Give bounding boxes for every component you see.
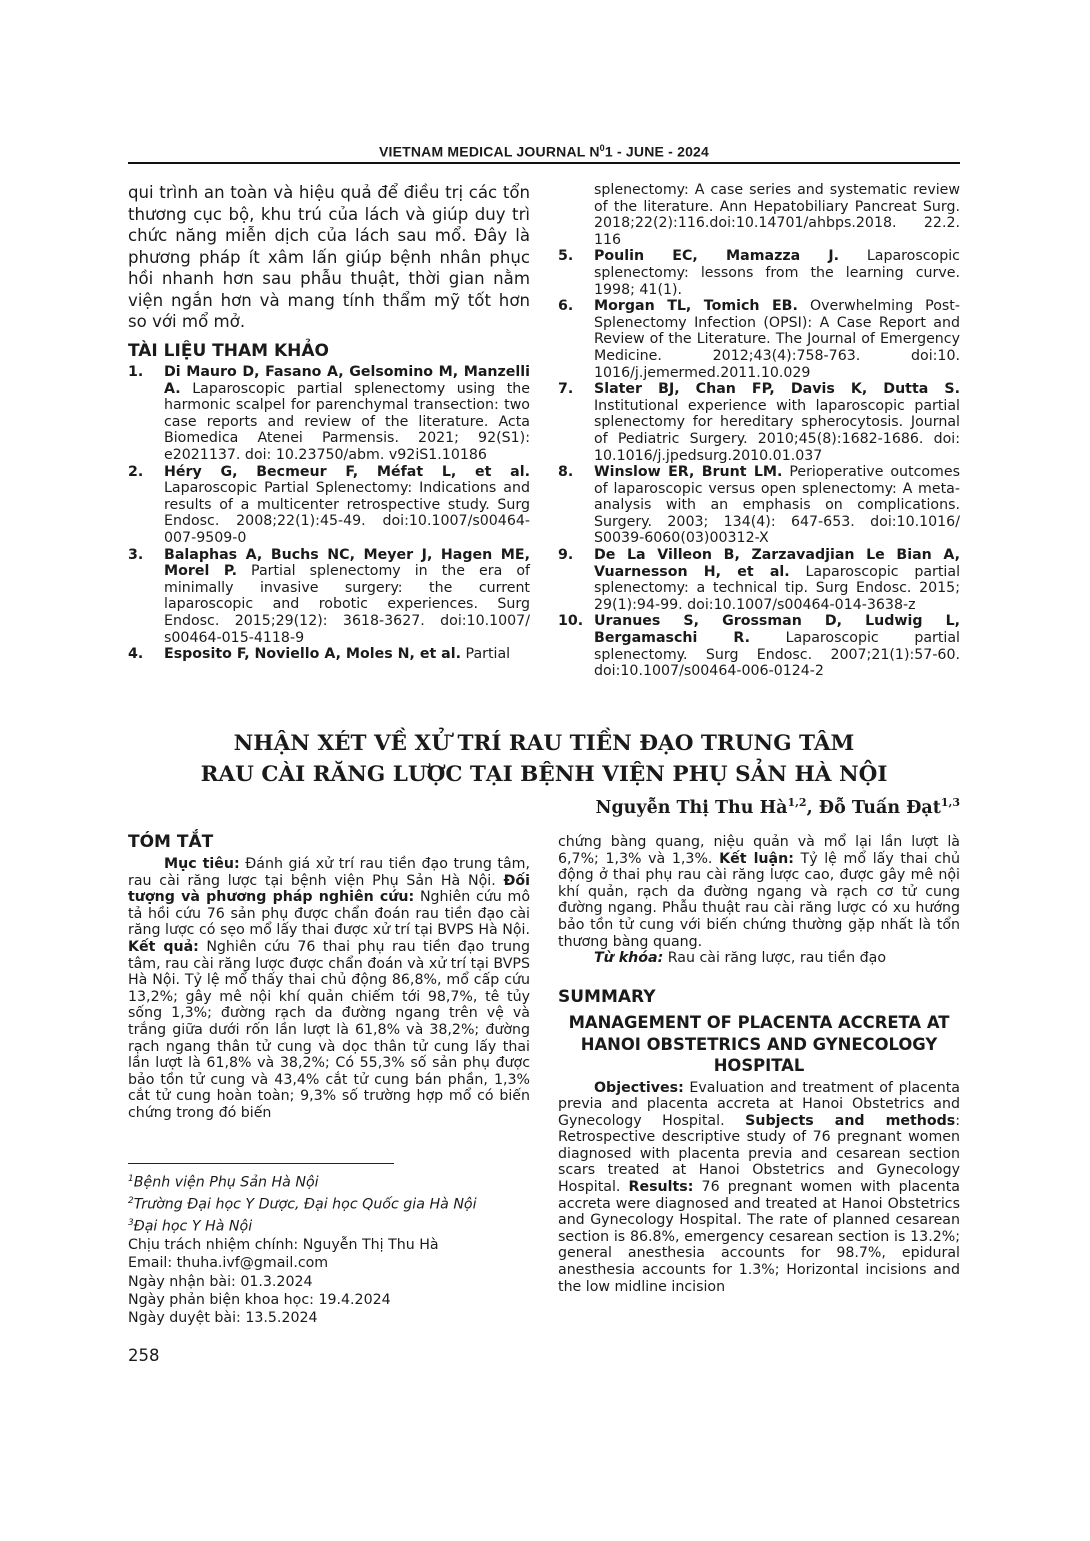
reference-item: 7. Slater BJ, Chan FP, Davis K, Dutta S. Institutional experience with laparoscopic partial splenectomy for hereditary spherocytosis. Journal of Pediatric Surgery. 2010;45(8):1682-1686. doi: 10.1016/j.jpedsurg.2010.01.037: [558, 381, 960, 464]
reference-item: 6. Morgan TL, Tomich EB. Overwhelming Post-Splenectomy Infection (OPSI): A Case Report and Review of the Literature. The Journal of Emergency Medicine. 2012;43(4):758-763. doi:10. 1016/j.jemermed.2011.10.029: [558, 298, 960, 381]
article-title: NHẬN XÉT VỀ XỬ TRÍ RAU TIỀN ĐẠO TRUNG TÂM RAU CÀI RĂNG LƯỢC TẠI BỆNH VIỆN PHỤ SẢN HÀ NỘI: [200, 731, 888, 787]
reference-item: 1. Di Mauro D, Fasano A, Gelsomino M, Manzelli A. Laparoscopic partial splenectomy using the harmonic scalpel for parenchymal transection: two case reports and review of the literature. Acta Biomedica Atenei Parmensis. 2021; 92(S1): e2021137. doi: 10.23750/abm. v92iS1.10186: [128, 364, 530, 463]
summary-block: [558, 1006, 960, 1295]
article-authors: Nguyễn Thị Thu Hà$^{1,2}$, Đỗ Tuấn Đạt$^{1,3}$: [595, 796, 960, 818]
references-heading: TÀI LIỆU THAM KHẢO: [128, 341, 329, 361]
summary-text: Objectives: Evaluation and treatment of placenta previa and placenta accreta at Hanoi Obstetrics and Gynecology Hospital. Subjects and methods: Retrospective descriptive study of 76 pregnant women diagnosed with placenta previa and cesarean section scars treated at Hanoi Obstetrics and Gynecology Hospital. Results: 76 pregnant women with placenta accreta were diagnosed and treated at Hanoi Obstetrics and Gynecology Hospital. The rate of planned cesarean section is 86.8%, emergency cesarean section is 13.2%; general anesthesia accounts for 98.7%, epidural anesthesia accounts for 1.3%; Horizontal incisions and the low midline incision: [558, 1079, 961, 1295]
reference-item: 2. Héry G, Becmeur F, Méfat L, et al. Laparoscopic Partial Splenectomy: Indications and results of a multicenter retrospective study. Surg Endosc. 2008;22(1):45-49. doi:10.1007/s00464-007-9509-0: [128, 463, 530, 546]
footnote-rule: [128, 1163, 394, 1164]
footnotes: $^1$Bệnh viện Phụ Sản Hà Nội $^2$Trường Đại học Y Dược, Đại học Quốc gia Hà Nội $^3$Đại học Y Hà Nội Chịu trách nhiệm chính: Nguyễn Thị Thu Hà Email: thuha.ivf@gmail.com Ngày nhận bài: 01.3.2024 Ngày phản biện khoa học: 19.4.2024 Ngày duyệt bài: 13.5.2024: [128, 1174, 477, 1327]
reference-item: 3. Balaphas A, Buchs NC, Meyer J, Hagen ME, Morel P. Partial splenectomy in the era of minimally invasive surgery: the current laparoscopic and robotic experiences. Surg Endosc. 2015;29(12): 3618-3627. doi:10.1007/ s00464-015-4118-9: [128, 546, 530, 646]
reference-item: 10. Uranues S, Grossman D, Ludwig L, Bergamaschi R. Laparoscopic partial splenectomy. Surg Endosc. 2007;21(1):57-60. doi:10.1007/s00464-006-0124-2: [558, 613, 960, 680]
reference-item: 5. Poulin EC, Mamazza J. Laparoscopic splenectomy: lessons from the learning curve. 1998; 41(1).: [558, 248, 960, 298]
abstract-vi-continued: chứng bàng quang, niệu quản và mổ lại lần lượt là 6,7%; 1,3% và 1,3%. Kết luận: Tỷ lệ mổ lấy thai chủ động ở thai phụ rau cài răng lược cao, được gây mê nội khí quản, rạch da đường ngang và rạch cơ tử cung đường ngang. Phẫu thuật rau cài răng lược có xu hướng bảo tồn tử cung với biến chứng thường gặp nhất là tổn thương bàng quang. Từ khóa: Rau cài răng lược, rau tiền đạo: [558, 834, 960, 967]
page-number: 258: [128, 1346, 160, 1365]
references-right: [558, 182, 960, 680]
journal-header: VIETNAM MEDICAL JOURNAL $N^01$ - JUNE - 2024: [378, 143, 710, 160]
intro-paragraph: qui trình an toàn và hiệu quả để điều trị các tổn thương cục bộ, khu trú của lách và giúp duy trì chức năng miễn dịch của lách sau mổ. Đây là phương pháp ít xâm lấn giúp bệnh nhân phục hồi nhanh hơn sau phẫu thuật, thời gian nằm viện ngắn hơn và mang tính thẩm mỹ tốt hơn so với mổ mở.: [128, 183, 530, 331]
summary-heading: SUMMARY: [558, 987, 656, 1007]
abstract-vi-text: Mục tiêu: Đánh giá xử trí rau tiền đạo trung tâm, rau cài răng lược tại bệnh viện Phụ Sản Hà Nội. Đối tượng và phương pháp nghiên cứu: Nghiên cứu mô tả hồi cứu 76 sản phụ được chẩn đoán rau tiền đạo cài răng lược có sẹo mổ lấy thai được xử trí tại BVPS Hà Nội. Kết quả: Nghiên cứu 76 thai phụ rau tiền đạo trung tâm, rau cài răng lược được chẩn đoán và xử trí tại BVPS Hà Nội. Tỷ lệ mổ thấy thai chủ động 86,8%, mổ cấp cứu 13,2%; gây mê nội khí quản chiếm tới 98,7%, tê tủy sống 1,3%; đường rạch da đường ngang trên vệ và trắng giữa dưới rốn lần lượt là 61,8% và 38,2%; đường rạch ngang thân tử cung và dọc thân tử cung lấy thai lần lượt là 61,8% và 38,2%; Có 55,3% số sản phụ được bảo tồn tử cung và 43,4% cắt tử cung bán phần, 1,3% cắt tử cung hoàn toàn; 9,3% số trường hợp mổ có biến chứng trong đó biến: [128, 856, 531, 1121]
summary-title: MANAGEMENT OF PLACENTA ACCRETA AT HANOI OBSTETRICS AND GYNECOLOGY HOSPITAL: [568, 1013, 950, 1075]
reference-item: 8. Winslow ER, Brunt LM. Perioperative outcomes of laparoscopic versus open splenectomy: A meta-analysis with an emphasis on complications. Surgery. 2003; 134(4): 647-653. doi:10.1016/ S0039-6060(03)00312-X: [558, 464, 960, 547]
references-left: [128, 364, 530, 663]
reference-item: 9. De La Villeon B, Zarzavadjian Le Bian A, Vuarnesson H, et al. Laparoscopic partial splenectomy: a technical tip. Surg Endosc. 2015; 29(1):94-99. doi:10.1007/s00464-014-3638-z: [558, 547, 961, 613]
reference-item-continued: splenectomy: A case series and systematic review of the literature. Ann Hepatobiliary Pancreat Surg. 2018;22(2):116.doi:10.14701/ahbps.2018. 22.2. 116: [594, 182, 960, 248]
abstract-heading: TÓM TẮT: [128, 832, 214, 852]
reference-item: 4. Esposito F, Noviello A, Moles N, et al. Partial: [128, 646, 511, 663]
header-rule: [128, 162, 960, 164]
